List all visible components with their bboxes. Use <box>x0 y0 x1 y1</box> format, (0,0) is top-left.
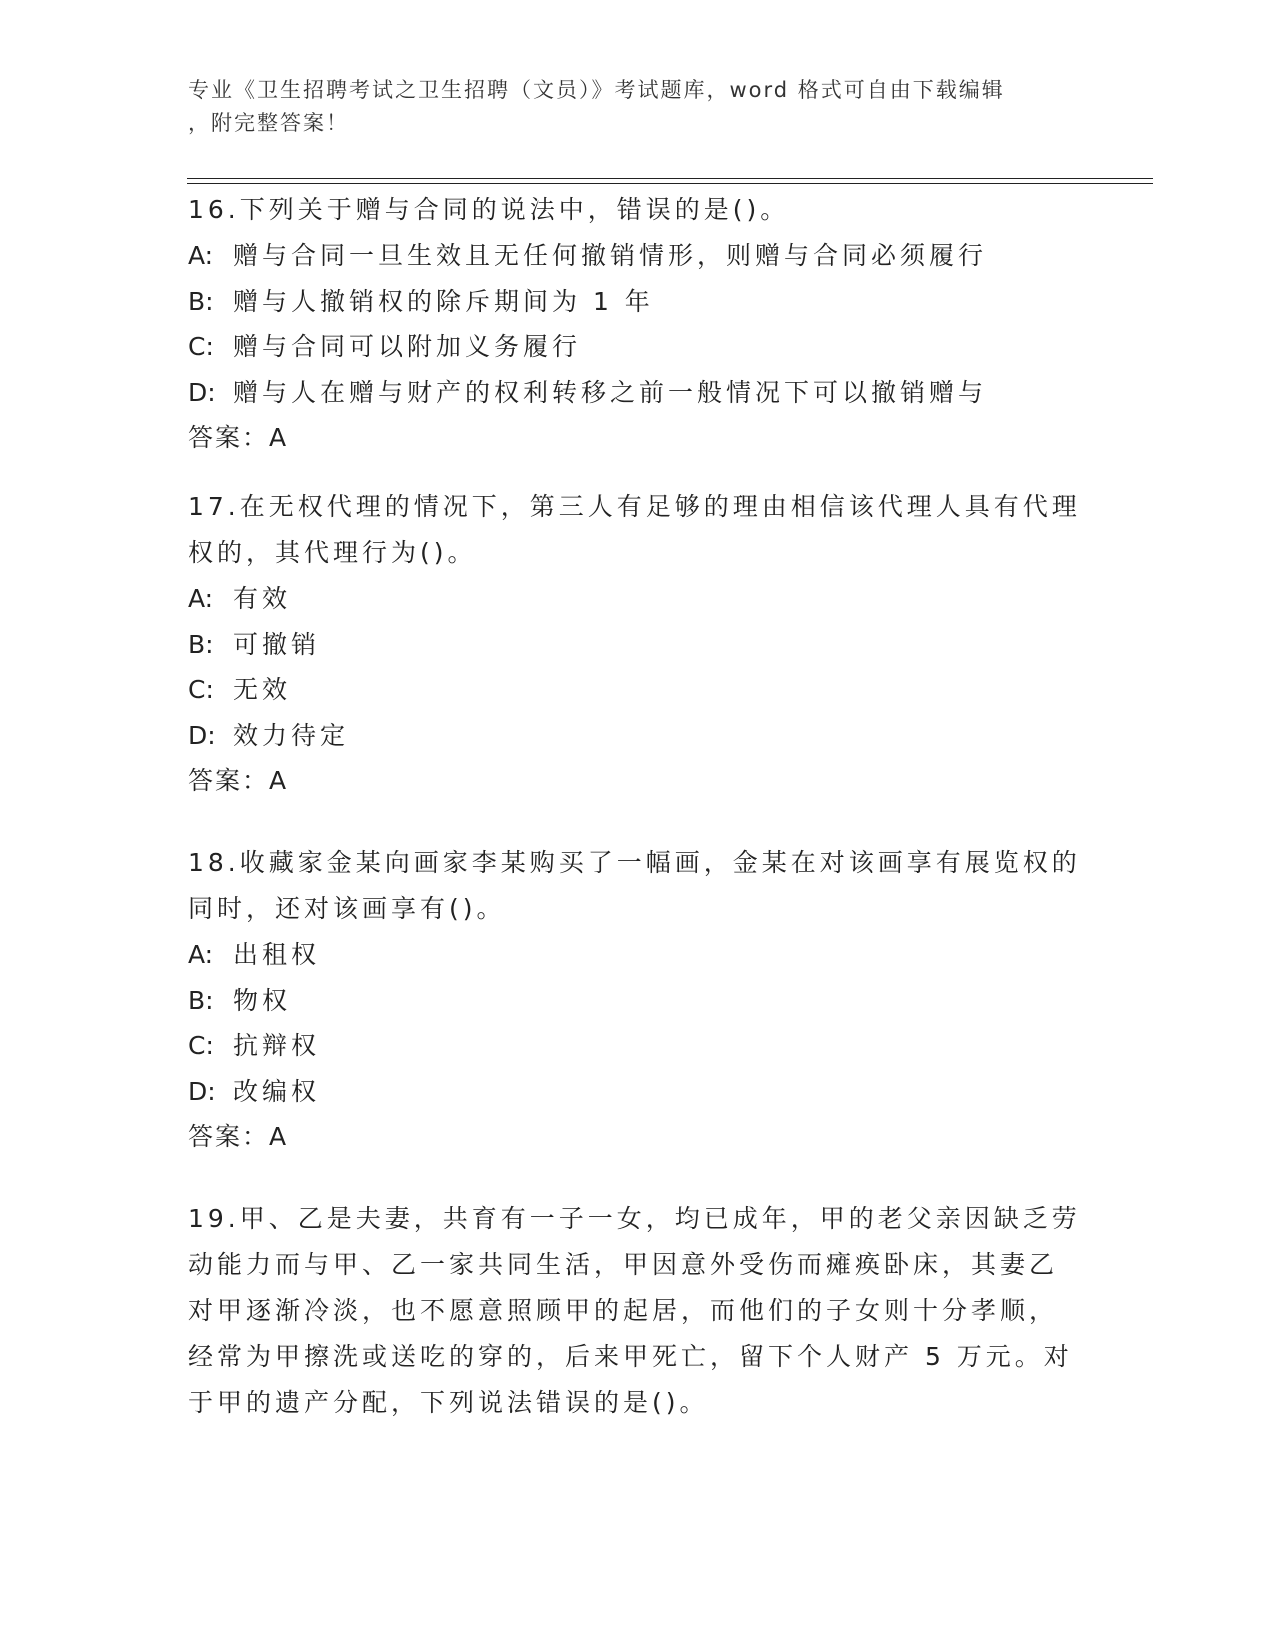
question-stem-line-5: 于甲的遗产分配，下列说法错误的是()。 <box>188 1388 709 1417</box>
option-text: 赠与人在赠与财产的权利转移之前一般情况下可以撤销赠与 <box>233 377 988 407</box>
option-text: 改编权 <box>233 1076 321 1106</box>
option-a <box>188 233 1088 279</box>
option-letter: D: <box>188 1076 216 1106</box>
question-stem-line-4: 经常为甲擦洗或送吃的穿的，后来甲死亡，留下个人财产 5 万元。对 <box>188 1342 1073 1371</box>
option-letter: C: <box>188 332 214 361</box>
answer-value: A <box>269 1122 289 1151</box>
option-text: 物权 <box>233 985 292 1015</box>
option-letter: D: <box>188 377 216 407</box>
question-stem-line-1: 19.甲、乙是夫妻，共育有一子一女，均已成年，甲的老父亲因缺乏劳 <box>188 1204 1081 1233</box>
option-a <box>188 576 1088 622</box>
option-c <box>188 324 1088 370</box>
answer-label: 答案： <box>188 1122 270 1151</box>
question-stem-line-3: 对甲逐渐冷淡，也不愿意照顾甲的起居，而他们的子女则十分孝顺， <box>188 1296 1059 1325</box>
option-text: 效力待定 <box>233 720 350 750</box>
option-text: 无效 <box>233 675 292 704</box>
answer-label: 答案： <box>188 766 270 795</box>
question-19 <box>188 1196 1088 1426</box>
header-line-1: 专业《卫生招聘考试之卫生招聘（文员）》考试题库，word 格式可自由下载编辑 <box>188 78 1005 102</box>
option-text: 抗辩权 <box>233 1031 321 1060</box>
document-header <box>188 74 1068 140</box>
option-c <box>188 667 1088 713</box>
answer-line <box>188 415 1088 461</box>
answer-label: 答案： <box>188 423 270 452</box>
option-letter: C: <box>188 675 214 704</box>
question-16 <box>188 187 1088 461</box>
option-letter: B: <box>188 629 214 659</box>
option-a <box>188 932 1088 978</box>
answer-line <box>188 1114 1088 1160</box>
option-letter: A: <box>188 584 214 613</box>
option-letter: A: <box>188 940 214 969</box>
option-d <box>188 1069 1088 1115</box>
question-18 <box>188 840 1088 1160</box>
question-stem-line-1: 18.收藏家金某向画家李某购买了一幅画，金某在对该画享有展览权的 <box>188 848 1081 877</box>
option-b <box>188 978 1088 1024</box>
option-letter: D: <box>188 720 216 750</box>
option-letter: C: <box>188 1031 214 1060</box>
option-text: 赠与合同可以附加义务履行 <box>233 332 582 361</box>
option-c <box>188 1023 1088 1069</box>
question-stem: 16.下列关于赠与合同的说法中，错误的是()。 <box>188 195 790 224</box>
option-letter: A: <box>188 241 214 270</box>
option-text: 可撤销 <box>233 629 321 659</box>
header-divider-top <box>187 178 1153 179</box>
option-text: 赠与合同一旦生效且无任何撤销情形，则赠与合同必须履行 <box>233 241 988 270</box>
header-divider-bottom <box>187 183 1153 184</box>
option-b <box>188 622 1088 668</box>
question-stem-line-2: 同时，还对该画享有()。 <box>188 894 506 923</box>
question-17 <box>188 484 1088 804</box>
option-text: 出租权 <box>233 940 321 969</box>
header-line-2: ，附完整答案！ <box>188 111 349 135</box>
answer-value: A <box>269 423 289 452</box>
option-d <box>188 370 1088 416</box>
option-letter: B: <box>188 286 214 316</box>
option-text: 有效 <box>233 584 292 613</box>
answer-line <box>188 758 1088 804</box>
option-b <box>188 279 1088 325</box>
question-stem-line-2: 动能力而与甲、乙一家共同生活，甲因意外受伤而瘫痪卧床，其妻乙 <box>188 1250 1059 1279</box>
answer-value: A <box>269 766 289 795</box>
option-letter: B: <box>188 985 214 1015</box>
option-d <box>188 713 1088 759</box>
option-text: 赠与人撤销权的除斥期间为 1 年 <box>233 286 654 316</box>
question-stem-line-2: 权的，其代理行为()。 <box>188 538 477 567</box>
question-stem-line-1: 17.在无权代理的情况下，第三人有足够的理由相信该代理人具有代理 <box>188 492 1081 521</box>
